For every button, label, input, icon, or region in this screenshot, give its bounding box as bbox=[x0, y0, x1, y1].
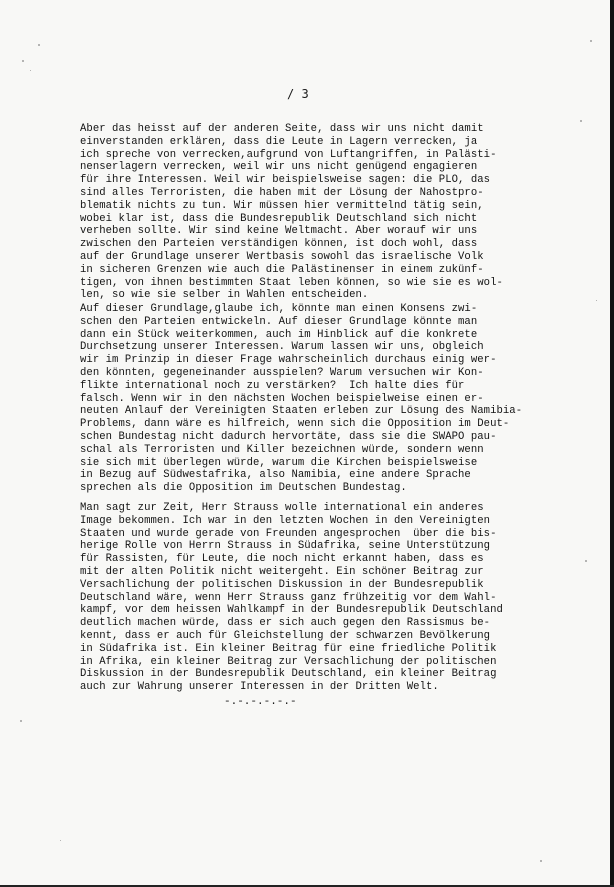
page-number: / 3 bbox=[287, 87, 309, 101]
end-separator: -.-.-.-.-.- bbox=[224, 696, 297, 708]
body-paragraph: Aber das heisst auf der anderen Seite, dass wir uns nicht damit einverstanden erklären, dass die Leute in Lagern verrecken, ja ich spreche von verrecken,aufgrund von Luftangriffen, in Palästi- nenserlagern verrecken, weil wir uns nicht genügend engagieren für ihre Interessen. Weil wir beispielsweise sagen: die PLO, das sind alles Terroristen, die haben mit der Lösung der Nahostpro- blematik nichts zu tun. Wir müssen hier vermittelnd tätig sein, wobei klar ist, dass die Bundesrepublik Deutschland sich nicht verheben sollte. Wir sind keine Weltmacht. Aber worauf wir uns zwischen den Parteien verständigen können, ist doch wohl, dass auf der Grundlage unserer Wertbasis sowohl das israelische Volk in sicheren Grenzen wie auch die Palästinenser in einem zukünf- tigen, von ihnen bestimmten Staat leben können, so wie sie es wol- len, so wie sie selber in Wahlen entscheiden. bbox=[80, 123, 503, 302]
scan-speck bbox=[590, 40, 592, 42]
scan-speck bbox=[596, 300, 597, 301]
scan-speck bbox=[38, 44, 40, 46]
body-paragraph: Man sagt zur Zeit, Herr Strauss wolle international ein anderes Image bekommen. Ich war in den letzten Wochen in den Vereinigten Staaten und wurde gerade von Freunden angesprochen über die bis- herige Rolle von Herrn Strauss in Südafrika, seine Unterstützung für Rassisten, für Leute, die noch nicht erkannt haben, dass es mit der alten Politik nicht weitergeht. Ein schöner Beitrag zur Versachlichung der politischen Diskussion in der Bundesrepublik Deutschland wäre, wenn Herr Strauss ganz frühzeitig vor dem Wahl- kampf, vor dem heissen Wahlkampf in der Bundesrepublik Deutschland deutlich machen würde, dass er sich auch gegen den Rassismus be- kennt, dass er auch für Gleichstellung der schwarzen Bevölkerung in Südafrika ist. Ein kleiner Beitrag für eine friedliche Politik in Afrika, ein kleiner Beitrag zur Versachlichung der politischen Diskussion in der Bundesrepublik Deutschland, ein kleiner Beitrag auch zur Wahrung unserer Interessen in der Dritten Welt. bbox=[80, 502, 503, 694]
scan-speck bbox=[60, 840, 61, 841]
scan-edge-right bbox=[610, 0, 614, 887]
scan-speck bbox=[30, 70, 31, 71]
scan-speck bbox=[540, 860, 542, 862]
body-paragraph: Auf dieser Grundlage,glaube ich, könnte man einen Konsens zwi- schen den Parteien entwickeln. Auf dieser Grundlage könnte man dann ein Stück weiterkommen, auch im Hinblick auf die konkrete Durchsetzung unserer Interessen. Warum lassen wir uns, obgleich wir im Prinzip in dieser Frage wahrscheinlich durchaus einig wer- den könnten, gegeneinander ausspielen? Warum versuchen wir Kon- flikte international noch zu verstärken? Ich halte dies für falsch. Wenn wir in den nächsten Wochen beispielweise einen er- neuten Anlauf der Vereinigten Staaten erleben zur Lösung des Namibia- Problems, dann wäre es hilfreich, wenn sich die Opposition im Deut- schen Bundestag nicht dadurch hervortäte, dass sie die SWAPO pau- schal als Terroristen und Killer bezeichnen würde, sondern wenn sie sich mit überlegen würde, warum die Kirchen beispielsweise in Bezug auf Südwestafrika, also Namibia, eine andere Sprache sprechen als die Opposition im Deutschen Bundestag. bbox=[80, 303, 523, 495]
scan-speck bbox=[20, 720, 22, 722]
scan-speck bbox=[22, 60, 24, 62]
scan-speck bbox=[585, 560, 587, 562]
scan-speck bbox=[580, 120, 582, 122]
